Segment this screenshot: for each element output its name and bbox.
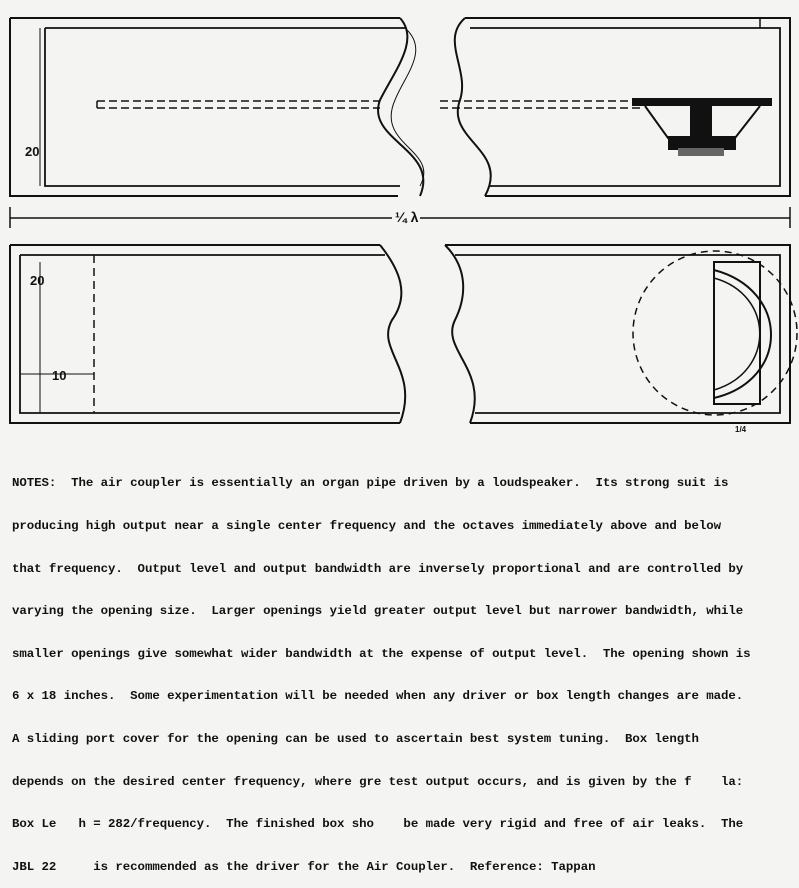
top-box-right-inner	[470, 28, 780, 186]
quarter-wave-label: ¼ λ	[395, 209, 419, 225]
top-break-left-inner	[391, 28, 424, 186]
notes-line-1: NOTES: The air coupler is essentially an organ pipe driven by a loudspeaker. Its strong suit is	[12, 476, 729, 491]
notes-line-4: varying the opening size. Larger openings yield greater output level but narrower bandwidth, while	[12, 604, 744, 619]
bottom-view	[10, 245, 797, 423]
top-dashed-port	[97, 101, 640, 108]
bottom-break-left	[380, 245, 405, 423]
notes-line-10: JBL 22 is recommended as the driver for the Air Coupler. Reference: Tappan	[12, 859, 596, 874]
small-mark-label: 1/4	[735, 425, 747, 434]
notes-line-6: 6 x 18 inches. Some experimentation will be needed when any driver or box length changes are made.	[12, 689, 744, 704]
notes-line-7: A sliding port cover for the opening can be used to ascertain best system tuning. Box length	[12, 732, 699, 747]
top-view	[10, 18, 790, 196]
top-height-label: 20	[25, 144, 40, 159]
top-box-left-inner	[45, 28, 405, 186]
bottom-width-label: 10	[52, 368, 67, 383]
bottom-box-left-inner	[20, 255, 400, 413]
bottom-height-label: 20	[30, 273, 45, 288]
top-box-right-outline	[465, 18, 790, 196]
notes-line-9: Box Le h = 282/frequency. The finished box sho be made very rigid and free of air leaks. The	[12, 817, 744, 832]
top-break-left	[378, 18, 423, 196]
top-box-left-outline	[10, 18, 400, 196]
air-coupler-diagram	[0, 0, 799, 440]
bottom-break-right	[445, 245, 475, 423]
speaker-side-icon	[633, 251, 797, 415]
notes-line-5: smaller openings give somewhat wider bandwidth at the expense of output level. The opening shown is	[12, 646, 751, 661]
notes-line-2: producing high output near a single center frequency and the octaves immediately above and below	[12, 519, 722, 534]
notes-line-8: depends on the desired center frequency, where gre test output occurs, and is given by the f la:	[12, 774, 744, 789]
bottom-box-left-outline	[10, 245, 400, 423]
top-break-right	[455, 18, 491, 196]
notes-line-3: that frequency. Output level and output bandwidth are inversely proportional and are controlled by	[12, 561, 744, 576]
notes-paragraph	[12, 448, 794, 888]
loudspeaker-icon	[632, 98, 772, 156]
